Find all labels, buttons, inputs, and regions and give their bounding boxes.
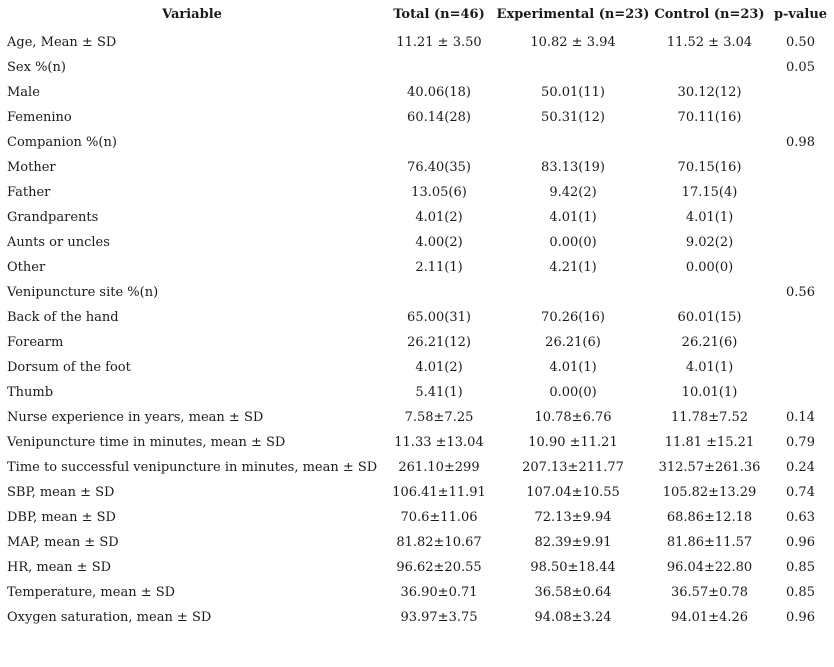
cell-p-value: 0.56: [786, 285, 815, 300]
cell-experimental: 36.58±0.64: [534, 585, 612, 600]
cell-control: 4.01(1): [685, 360, 734, 375]
cell-p-value: [767, 180, 834, 205]
cell-control: 68.86±12.18: [666, 510, 753, 525]
cell-control: 10.01(1): [681, 385, 738, 400]
cell-total: [384, 55, 494, 80]
cell-variable: Father: [7, 185, 51, 200]
cell-total: 4.00(2): [415, 235, 463, 250]
cell-p-value: 0.14: [786, 410, 815, 425]
cell-control: 4.01(1): [685, 210, 734, 225]
cell-control: [652, 130, 767, 155]
cell-experimental: [494, 130, 652, 155]
cell-experimental: 4.21(1): [549, 260, 597, 275]
table-row: [0, 105, 834, 130]
cell-p-value: 0.85: [786, 560, 815, 575]
cell-variable: Back of the hand: [7, 310, 119, 325]
cell-variable: Other: [7, 260, 46, 275]
cell-variable: MAP, mean ± SD: [7, 535, 119, 550]
cell-total: [384, 130, 494, 155]
cell-experimental: 26.21(6): [545, 335, 601, 350]
cell-experimental: 0.00(0): [549, 385, 597, 400]
table-row: [0, 30, 834, 55]
cell-control: [652, 280, 767, 305]
cell-variable: SBP, mean ± SD: [7, 485, 115, 500]
cell-p-value: [767, 205, 834, 230]
cell-control: 36.57±0.78: [670, 585, 749, 600]
cell-total: 4.01(2): [415, 360, 463, 375]
cell-p-value: [767, 105, 834, 130]
table-row: [0, 305, 834, 330]
cell-experimental: 72.13±9.94: [534, 510, 612, 525]
cell-variable: Thumb: [7, 385, 54, 400]
table-row: [0, 430, 834, 455]
table-row: [0, 155, 834, 180]
header-experimental: Experimental (n=23): [496, 7, 650, 22]
header-p-value: p-value: [773, 7, 828, 22]
cell-p-value: 0.96: [786, 610, 815, 625]
cell-experimental: 83.13(19): [541, 160, 605, 175]
cell-experimental: 4.01(1): [549, 210, 597, 225]
cell-control: 30.12(12): [677, 85, 742, 100]
cell-control: 17.15(4): [681, 185, 738, 200]
cell-experimental: 94.08±3.24: [534, 610, 612, 625]
cell-p-value: 0.63: [786, 510, 815, 525]
table-row: [0, 255, 834, 280]
cell-experimental: [494, 55, 652, 80]
cell-control: 60.01(15): [677, 310, 742, 325]
cell-total: 106.41±11.91: [392, 485, 486, 500]
cell-variable: Oxygen saturation, mean ± SD: [7, 610, 212, 625]
cell-experimental: 70.26(16): [541, 310, 605, 325]
cell-experimental: 50.01(11): [541, 85, 605, 100]
cell-control: 11.81 ±15.21: [664, 435, 755, 450]
cell-total: 70.6±11.06: [400, 510, 478, 525]
cell-variable: DBP, mean ± SD: [7, 510, 116, 525]
cell-p-value: 0.50: [786, 35, 815, 50]
cell-experimental: 98.50±18.44: [530, 560, 616, 575]
cell-experimental: 0.00(0): [549, 235, 597, 250]
cell-total: 40.06(18): [407, 85, 471, 100]
table-row: [0, 455, 834, 480]
cell-total: 36.90±0.71: [400, 585, 478, 600]
cell-variable: Venipuncture time in minutes, mean ± SD: [7, 435, 286, 450]
cell-variable: HR, mean ± SD: [7, 560, 112, 575]
cell-control: 11.52 ± 3.04: [666, 35, 753, 50]
table-row: [0, 555, 834, 580]
cell-variable: Aunts or uncles: [7, 235, 110, 250]
table-row: [0, 80, 834, 105]
cell-variable: Companion %(n): [7, 135, 117, 150]
cell-p-value: 0.85: [786, 585, 815, 600]
table-row: [0, 230, 834, 255]
cell-variable: Dorsum of the foot: [7, 360, 131, 375]
table-body: [0, 30, 834, 630]
table-row: [0, 580, 834, 605]
cell-p-value: [767, 355, 834, 380]
cell-total: 26.21(12): [407, 335, 471, 350]
table-row: [0, 330, 834, 355]
header-total: Total (n=46): [393, 7, 485, 22]
cell-control: 312.57±261.36: [658, 460, 761, 475]
table-row: [0, 55, 834, 80]
cell-p-value: 0.24: [786, 460, 815, 475]
cell-experimental: 9.42(2): [549, 185, 597, 200]
cell-control: 96.04±22.80: [666, 560, 753, 575]
cell-experimental: 107.04±10.55: [526, 485, 620, 500]
table-row: [0, 280, 834, 305]
cell-total: 65.00(31): [407, 310, 471, 325]
cell-variable: Nurse experience in years, mean ± SD: [7, 410, 264, 425]
cell-variable: Mother: [7, 160, 56, 175]
table-row: [0, 180, 834, 205]
cell-total: 11.33 ±13.04: [394, 435, 484, 450]
cell-control: [652, 55, 767, 80]
cell-experimental: [494, 280, 652, 305]
cell-total: [384, 280, 494, 305]
cell-total: 13.05(6): [411, 185, 467, 200]
cell-control: 9.02(2): [685, 235, 734, 250]
cell-p-value: [767, 155, 834, 180]
cell-total: 2.11(1): [415, 260, 463, 275]
cell-variable: Temperature, mean ± SD: [7, 585, 176, 600]
table-row: [0, 355, 834, 380]
cell-experimental: 10.90 ±11.21: [528, 435, 618, 450]
cell-control: 94.01±4.26: [670, 610, 749, 625]
cell-p-value: [767, 330, 834, 355]
cell-p-value: [767, 255, 834, 280]
cell-p-value: [767, 230, 834, 255]
cell-variable: Venipuncture site %(n): [7, 285, 159, 300]
cell-total: 76.40(35): [407, 160, 471, 175]
cell-experimental: 207.13±211.77: [522, 460, 624, 475]
cell-experimental: 82.39±9.91: [534, 535, 612, 550]
cell-total: 7.58±7.25: [404, 410, 474, 425]
table-row: [0, 405, 834, 430]
cell-variable: Age, Mean ± SD: [7, 35, 117, 50]
cell-p-value: 0.96: [786, 535, 815, 550]
table-row: [0, 130, 834, 155]
cell-experimental: 4.01(1): [549, 360, 597, 375]
cell-variable: Forearm: [7, 335, 64, 350]
table-row: [0, 530, 834, 555]
cell-variable: Sex %(n): [7, 60, 66, 75]
cell-total: 11.21 ± 3.50: [396, 35, 482, 50]
cell-experimental: 10.78±6.76: [534, 410, 612, 425]
header-control: Control (n=23): [654, 7, 765, 22]
cell-variable: Femenino: [7, 110, 72, 125]
cell-p-value: [767, 80, 834, 105]
cell-variable: Male: [7, 85, 40, 100]
cell-p-value: [767, 380, 834, 405]
cell-control: 11.78±7.52: [670, 410, 749, 425]
table-row: [0, 505, 834, 530]
cell-control: 70.11(16): [677, 110, 742, 125]
header-row: [0, 0, 834, 30]
table-row: [0, 205, 834, 230]
table-row: [0, 380, 834, 405]
cell-total: 261.10±299: [398, 460, 480, 475]
table-header: [0, 0, 834, 30]
cell-total: 4.01(2): [415, 210, 463, 225]
cell-p-value: [767, 305, 834, 330]
cell-p-value: 0.98: [786, 135, 815, 150]
cell-experimental: 50.31(12): [541, 110, 605, 125]
cell-variable: Time to successful venipuncture in minutes, mean ± SD: [7, 460, 378, 475]
table-row: [0, 605, 834, 630]
cell-p-value: 0.74: [786, 485, 815, 500]
cell-total: 5.41(1): [415, 385, 463, 400]
header-variable: Variable: [162, 7, 222, 22]
table-row: [0, 480, 834, 505]
cell-total: 93.97±3.75: [400, 610, 478, 625]
cell-variable: Grandparents: [7, 210, 99, 225]
cell-experimental: 10.82 ± 3.94: [530, 35, 616, 50]
cell-total: 81.82±10.67: [396, 535, 482, 550]
cell-total: 60.14(28): [407, 110, 471, 125]
cell-p-value: 0.05: [786, 60, 815, 75]
cell-control: 105.82±13.29: [662, 485, 757, 500]
cell-p-value: 0.79: [786, 435, 815, 450]
cell-control: 26.21(6): [681, 335, 738, 350]
cell-control: 81.86±11.57: [666, 535, 753, 550]
cell-control: 70.15(16): [677, 160, 742, 175]
cell-control: 0.00(0): [685, 260, 734, 275]
cell-total: 96.62±20.55: [396, 560, 482, 575]
